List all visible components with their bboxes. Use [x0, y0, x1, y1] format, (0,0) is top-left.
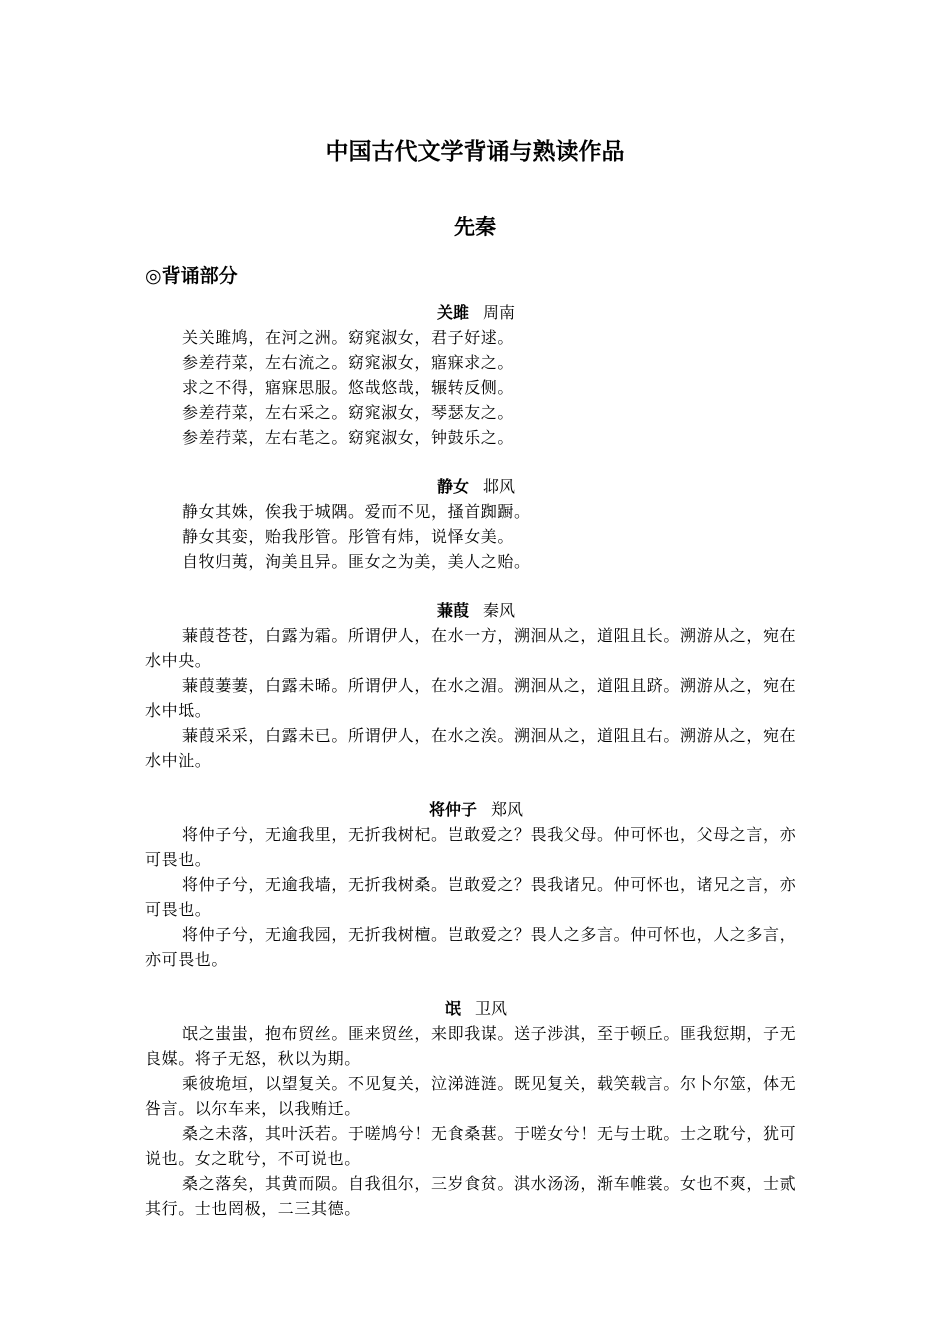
poem-source: 邶风	[483, 477, 516, 496]
poem-header	[145, 996, 807, 1021]
poem-paragraph: 静女其娈，贻我彤管。彤管有炜，说怿女美。	[182, 527, 515, 546]
poem-paragraph: 乘彼垝垣，以望复关。不见复关，泣涕涟涟。既见复关，载笑载言。尔卜尔筮，体无咎言。以尔车来，以我贿迁。	[145, 1074, 797, 1118]
poem-jiangzhongzi	[145, 797, 807, 972]
poem-paragraph: 求之不得，寤寐思服。悠哉悠哉，辗转反侧。	[182, 378, 515, 397]
poem-paragraph: 将仲子兮，无逾我园，无折我树檀。岂敢爱之？畏人之多言。仲可怀也，人之多言，亦可畏也。	[145, 925, 797, 969]
poem-source: 郑风	[491, 800, 524, 819]
poem-paragraph: 蒹葭萋萋，白露未晞。所谓伊人，在水之湄。溯洄从之，道阻且跻。溯游从之，宛在水中坻。	[145, 676, 797, 720]
poem-paragraph: 将仲子兮，无逾我里，无折我树杞。岂敢爱之？畏我父母。仲可怀也，父母之言，亦可畏也。	[145, 825, 797, 869]
poem-paragraph: 蒹葭苍苍，白露为霜。所谓伊人，在水一方，溯洄从之，道阻且长。溯游从之，宛在水中央。	[145, 626, 797, 670]
poem-paragraph: 桑之未落，其叶沃若。于嗟鸠兮！无食桑葚。于嗟女兮！无与士耽。士之耽兮，犹可说也。女之耽兮，不可说也。	[145, 1124, 797, 1168]
document-title: 中国古代文学背诵与熟读作品	[325, 139, 625, 165]
poem-paragraph: 静女其姝，俟我于城隅。爱而不见，搔首踟蹰。	[182, 502, 531, 521]
poem-paragraph: 参差荇菜，左右采之。窈窕淑女，琴瑟友之。	[182, 403, 515, 422]
poem-paragraph: 将仲子兮，无逾我墙，无折我树桑。岂敢爱之？畏我诸兄。仲可怀也，诸兄之言，亦可畏也。	[145, 875, 797, 919]
section-heading: ◎背诵部分	[145, 265, 238, 287]
poem-title: 静女	[436, 477, 469, 496]
poem-paragraph: 桑之落矣，其黄而陨。自我徂尔，三岁食贫。淇水汤汤，渐车帷裳。女也不爽，士贰其行。士也罔极，二三其德。	[145, 1174, 797, 1218]
poem-paragraph: 参差荇菜，左右芼之。窈窕淑女，钟鼓乐之。	[182, 428, 515, 447]
poem-title: 关雎	[436, 303, 469, 322]
poem-header	[145, 797, 807, 822]
poem-paragraph: 自牧归荑，洵美且异。匪女之为美，美人之贻。	[182, 552, 531, 571]
poem-paragraph: 关关雎鸠，在河之洲。窈窕淑女，君子好逑。	[182, 328, 515, 347]
poem-source: 秦风	[483, 601, 516, 620]
poem-source: 周南	[483, 303, 516, 322]
poem-title: 氓	[444, 999, 461, 1018]
poem-guanju	[145, 300, 807, 450]
poem-meng	[145, 996, 807, 1221]
poem-header	[145, 474, 807, 499]
poem-paragraph: 氓之蚩蚩，抱布贸丝。匪来贸丝，来即我谋。送子涉淇，至于顿丘。匪我愆期，子无良媒。将子无怒，秋以为期。	[145, 1024, 797, 1068]
poem-paragraph: 参差荇菜，左右流之。窈窕淑女，寤寐求之。	[182, 353, 515, 372]
poem-source: 卫风	[475, 999, 508, 1018]
poem-title: 蒹葭	[436, 601, 469, 620]
poem-header	[145, 300, 807, 325]
era-heading: 先秦	[454, 215, 496, 239]
poem-jingnv	[145, 474, 807, 574]
poem-header	[145, 598, 807, 623]
poem-title: 将仲子	[428, 800, 477, 819]
poem-jianjia	[145, 598, 807, 773]
poem-paragraph: 蒹葭采采，白露未已。所谓伊人，在水之涘。溯洄从之，道阻且右。溯游从之，宛在水中沚。	[145, 726, 797, 770]
